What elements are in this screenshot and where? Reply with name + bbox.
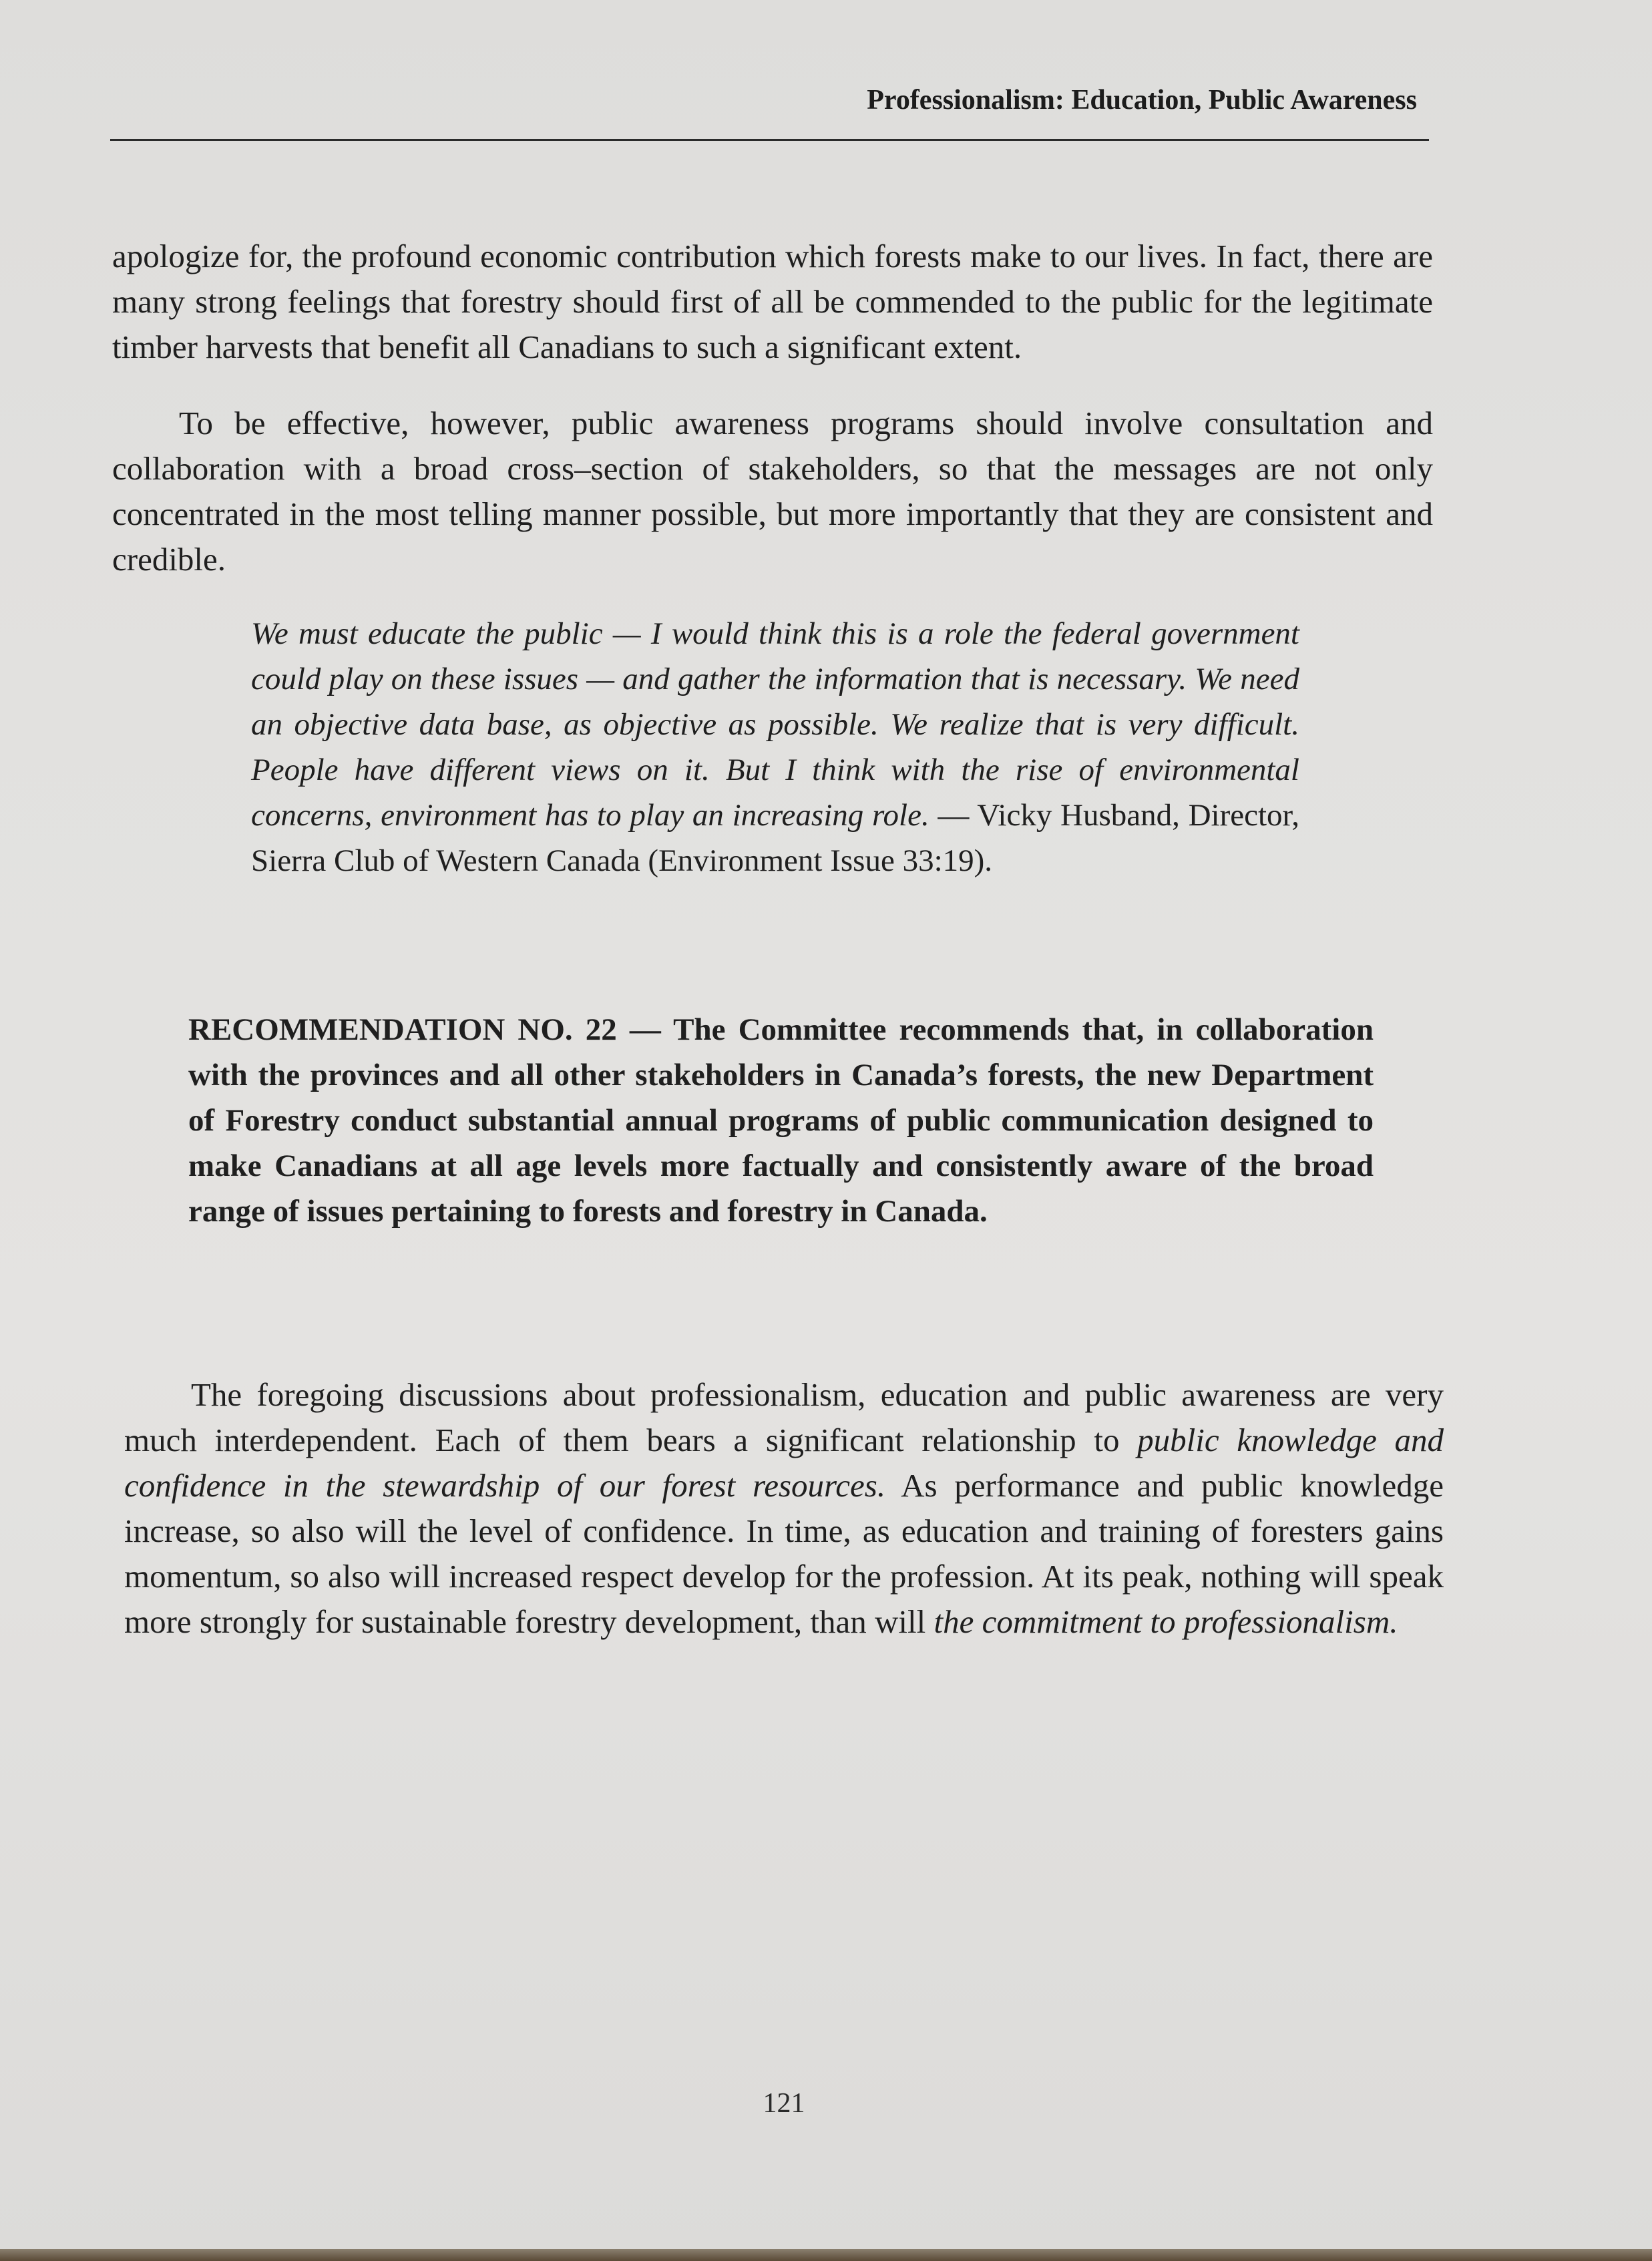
body-paragraph-1: apologize for, the profound economic contribution which forests make to our lives. In fact, there are many strong feelings that forestry should first of all be commended to the public for the legitimate timber harvests that benefit all Canadians to such a significant extent. (112, 238, 1433, 365)
header-rule (110, 139, 1429, 141)
body-paragraph-3 (124, 1372, 1444, 1645)
paragraph-3-italic-b: the commitment to professionalism. (934, 1603, 1398, 1640)
running-header: Professionalism: Education, Public Awareness (867, 85, 1417, 116)
body-paragraph-2: To be effective, however, public awareness programs should involve consultation and collaboration with a broad cross–section of stakeholders, so that the messages are not only concentrated in the most telling manner possible, but more importantly that they are consistent and credible. (112, 405, 1433, 578)
quote-attribution: — Vicky Husband, Director, Sierra Club of Western Canada (Environment Issue 33:19). (251, 798, 1300, 878)
paragraph-3-italic-a: public knowledge and confidence in the stewardship of our forest resources. (124, 1422, 1444, 1504)
block-quote (251, 611, 1299, 883)
recommendation-22: RECOMMENDATION NO. 22 — The Committee recommends that, in collaboration with the provinces and all other stakeholders in Canada’s forests, the new Department of Forestry conduct substantial annual programs of public communication designed to make Canadians at all age levels more factually and consistently aware of the broad range of issues pertaining to forests and forestry in Canada. (188, 1012, 1374, 1229)
paragraph-3-text-a: The foregoing discussions about professionalism, education and public awareness are very much interdependent. Each of them bears a significant relationship to (124, 1376, 1444, 1458)
quote-text: We must educate the public — I would think this is a role the federal government could play on these issues — and gather the information that is necessary. We need an objective data base, as objective as possible. We realize that is very difficult. People have different views on it. But I think with the rise of environmental concerns, environment has to play an increasing role. (251, 616, 1299, 833)
page-bottom-edge (0, 2249, 1652, 2261)
page-number: 121 (763, 2088, 805, 2119)
paragraph-3-text-b: As performance and public knowledge increase, so also will the level of confidence. In time, as education and training of foresters gains momentum, so also will increased respect develop for the profession. At its peak, nothing will speak more strongly for sustainable forestry development, than will (124, 1467, 1444, 1640)
